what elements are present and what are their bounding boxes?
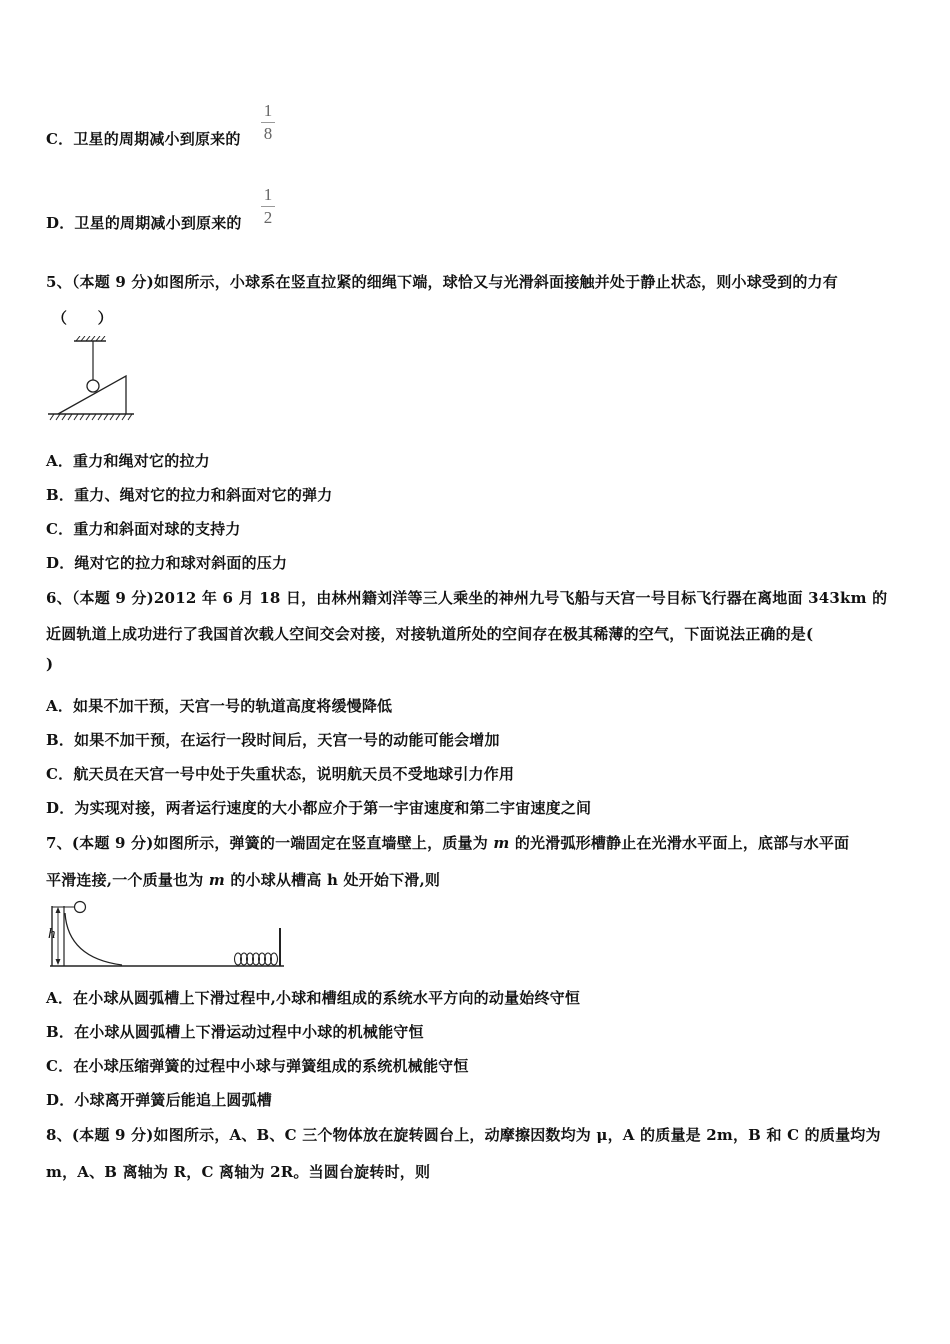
q5-option-d[interactable]: D．绳对它的拉力和球对斜面的压力	[46, 554, 288, 572]
fraction-numerator: 1	[263, 101, 273, 120]
q7-option-d[interactable]: D．小球离开弹簧后能追上圆弧槽	[46, 1091, 273, 1109]
q7-mass-symbol-2: m	[208, 871, 225, 889]
q6-option-d[interactable]: D．为实现对接，两者运行速度的大小都应介于第一宇宙速度和第二宇宙速度之间	[46, 799, 592, 817]
q8-stem-line2: m，A、B 离轴为 R，C 离轴为 2R。当圆台旋转时，则	[46, 1163, 431, 1181]
q4-option-c-text: 卫星的周期减小到原来的	[73, 130, 241, 148]
q7-mass-symbol: m	[493, 834, 510, 852]
q7-figure-arc-groove-spring	[44, 898, 288, 972]
q5-answer-blank: （ ）	[52, 309, 113, 327]
q7-stem-line2-a: 平滑连接,一个质量也为	[46, 871, 209, 889]
q4-option-d-fraction	[261, 186, 275, 227]
q5-option-a[interactable]: A．重力和绳对它的拉力	[46, 452, 210, 470]
q4-option-d[interactable]	[46, 212, 242, 233]
q6-option-a[interactable]: A．如果不加干预，天宫一号的轨道高度将缓慢降低	[46, 697, 393, 715]
fraction-denominator: 2	[263, 208, 273, 227]
q6-option-c[interactable]: C．航天员在天宫一号中处于失重状态，说明航天员不受地球引力作用	[46, 765, 515, 783]
q6-stem-line1: 6、（本题 9 分)2012 年 6 月 18 日，由林州籍刘洋等三人乘坐的神州九号飞船与天宫一号目标飞行器在离地面 343km 的	[46, 589, 888, 607]
q6-stem-line2: 近圆轨道上成功进行了我国首次载人空间交会对接，对接轨道所处的空间存在极其稀薄的空气，下面说法正确的是(	[46, 625, 814, 643]
q8-stem-line1: 8、(本题 9 分)如图所示，A、B、C 三个物体放在旋转圆台上，动摩擦因数均为 μ，A 的质量是 2m，B 和 C 的质量均为	[46, 1126, 881, 1144]
q5-option-c[interactable]: C．重力和斜面对球的支持力	[46, 520, 241, 538]
q7-stem-line1-a: 7、(本题 9 分)如图所示，弹簧的一端固定在竖直墙壁上，质量为	[46, 834, 494, 852]
fraction-numerator: 1	[263, 185, 273, 204]
q7-option-a[interactable]: A．在小球从圆弧槽上下滑过程中,小球和槽组成的系统水平方向的动量始终守恒	[46, 989, 581, 1007]
q7-stem-line2	[46, 869, 440, 890]
fraction-bar	[261, 206, 275, 207]
q5-option-b[interactable]: B．重力、绳对它的拉力和斜面对它的弹力	[46, 486, 333, 504]
q5-stem: 5、（本题 9 分)如图所示，小球系在竖直拉紧的细绳下端，球恰又与光滑斜面接触并处于静止状态，则小球受到的力有	[46, 273, 838, 291]
q7-option-b[interactable]: B．在小球从圆弧槽上下滑运动过程中小球的机械能守恒	[46, 1023, 424, 1041]
q4-option-d-label: D．	[46, 214, 75, 232]
q4-option-c-fraction	[261, 102, 275, 143]
q7-figure-label-h: h	[48, 926, 56, 942]
q7-stem-line1-b: 的光滑弧形槽静止在光滑水平面上，底部与水平面	[509, 834, 850, 852]
fraction-bar	[261, 122, 275, 123]
q5-figure-ball-on-incline	[44, 336, 136, 426]
q4-option-d-text: 卫星的周期减小到原来的	[74, 214, 242, 232]
q6-option-b[interactable]: B．如果不加干预，在运行一段时间后，天宫一号的动能可能会增加	[46, 731, 500, 749]
q6-stem-line3: )	[46, 655, 54, 673]
q7-stem-line1	[46, 832, 849, 853]
q7-stem-line2-b: 的小球从槽高 h 处开始下滑,则	[224, 871, 441, 889]
q4-option-c-label: C．	[46, 130, 74, 148]
q7-option-c[interactable]: C．在小球压缩弹簧的过程中小球与弹簧组成的系统机械能守恒	[46, 1057, 469, 1075]
q4-option-c[interactable]	[46, 128, 241, 149]
fraction-denominator: 8	[263, 124, 273, 143]
